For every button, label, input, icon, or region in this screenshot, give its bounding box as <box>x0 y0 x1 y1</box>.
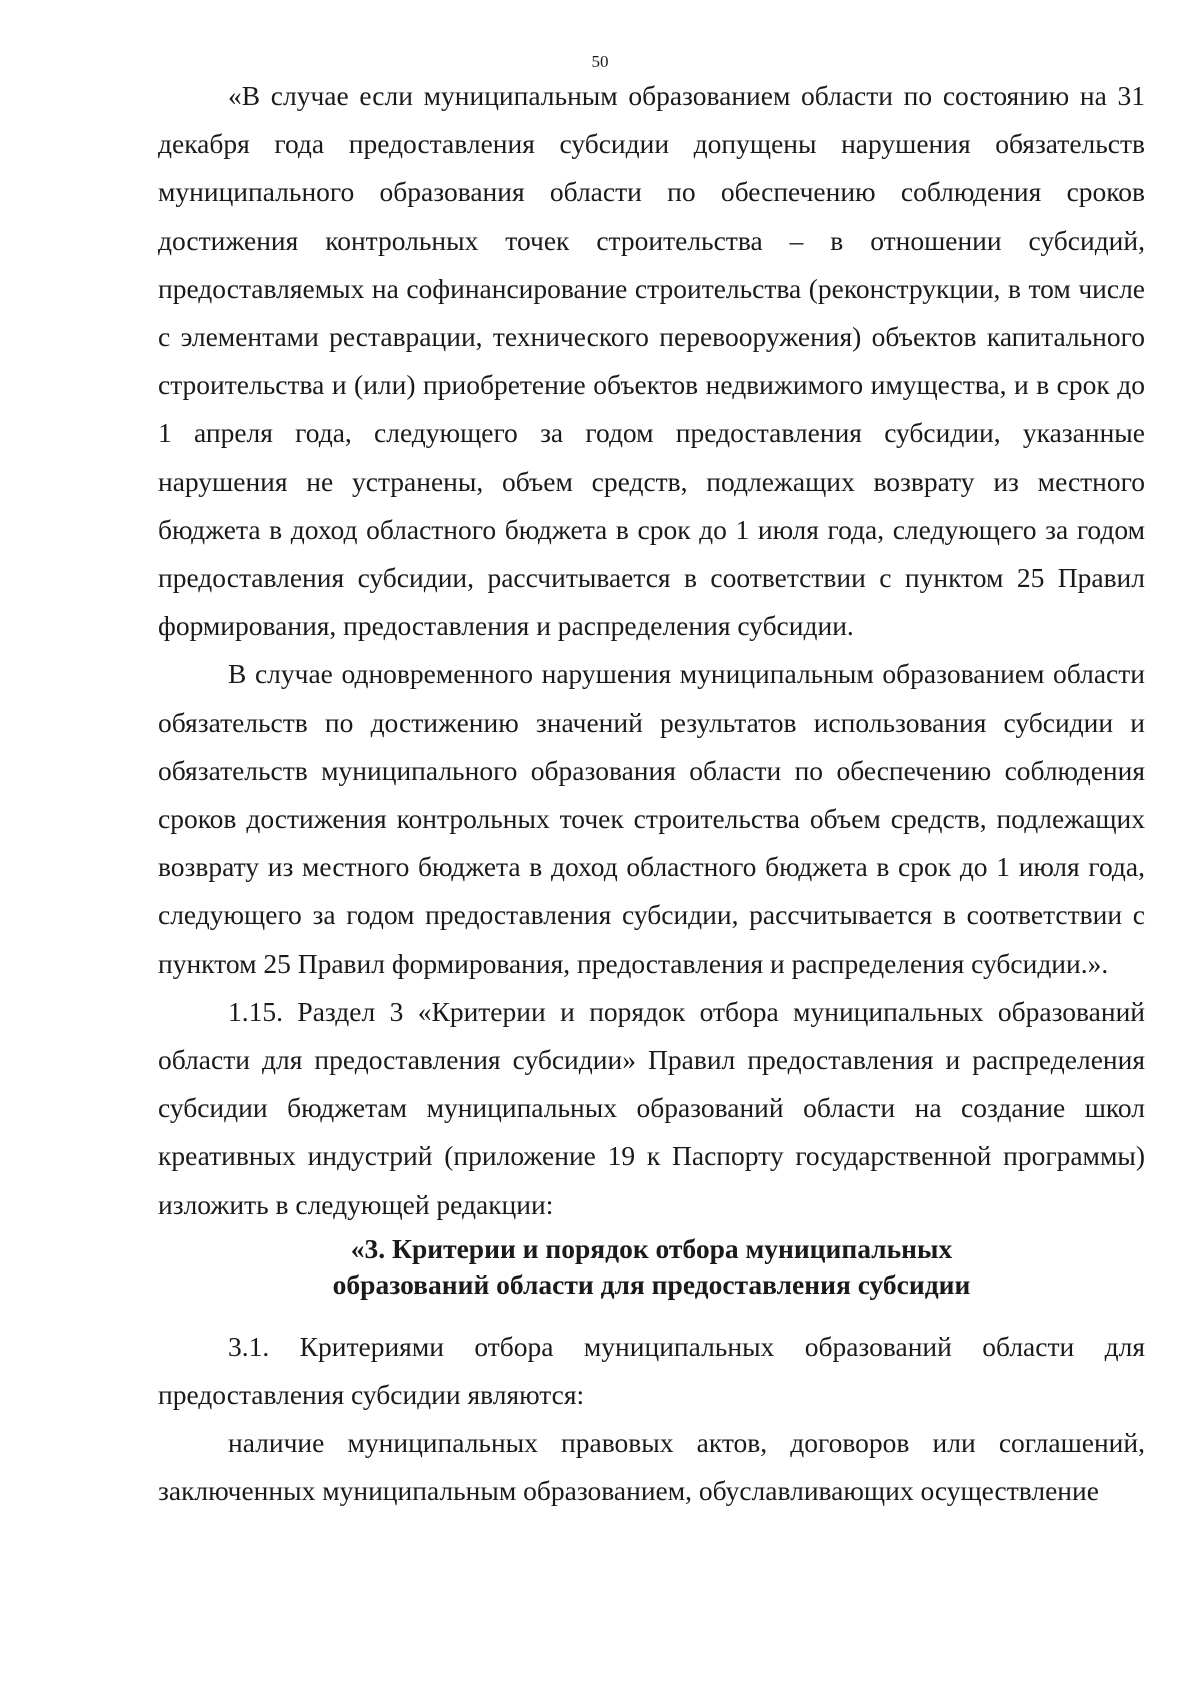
paragraph-simultaneous-violation: В случае одновременного нарушения муниципальным образованием области обязательств по достижению значений результатов использования субсидии и обязательств муниципального образования области по обеспечению соблюдения сроков достижения контрольных точек строительства объем средств, подлежащих возврату из местного бюджета в доход областного бюджета в срок до 1 июля года, следующего за годом предоставления субсидии, рассчитывается в соответствии с пунктом 25 Правил формирования, предоставления и распределения субсидии.». <box>158 658 1145 979</box>
document-body <box>158 72 1145 1516</box>
paragraph-amendment-1-15: 1.15. Раздел 3 «Критерии и порядок отбора муниципальных образований области для предоставления субсидии» Правил предоставления и распределения субсидии бюджетам муниципальных образований области на создание школ креативных индустрий (приложение 19 к Паспорту государственной программы) изложить в следующей редакции: <box>158 995 1145 1220</box>
paragraph-criteria-3-1: 3.1. Критериями отбора муниципальных образований области для предоставления субсидии являются: <box>158 1330 1145 1411</box>
page-number: 50 <box>591 52 609 71</box>
section-heading-line-1: «3. Критерии и порядок отбора муниципальных <box>350 1232 953 1264</box>
paragraph-return-obligations: «В случае если муниципальным образованием области по состоянию на 31 декабря года предоставления субсидии допущены нарушения обязательств муниципального образования области по обеспечению соблюдения сроков достижения контрольных точек строительства – в отношении субсидий, предоставляемых на софинансирование строительства (реконструкции, в том числе с элементами реставрации, технического перевооружения) объектов капитального строительства и (или) приобретение объектов недвижимого имущества, и в срок до 1 апреля года, следующего за годом предоставления субсидии, указанные нарушения не устранены, объем средств, подлежащих возврату из местного бюджета в доход областного бюджета в срок до 1 июля года, следующего за годом предоставления субсидии, рассчитывается в соответствии с пунктом 25 Правил формирования, предоставления и распределения субсидии. <box>158 80 1145 642</box>
section-heading-line-2: образований области для предоставления субсидии <box>332 1268 971 1300</box>
section-heading <box>158 1231 1145 1303</box>
paragraph-criteria-item: наличие муниципальных правовых актов, договоров или соглашений, заключенных муниципальным образованием, обуславливающих осуществление <box>158 1427 1145 1507</box>
